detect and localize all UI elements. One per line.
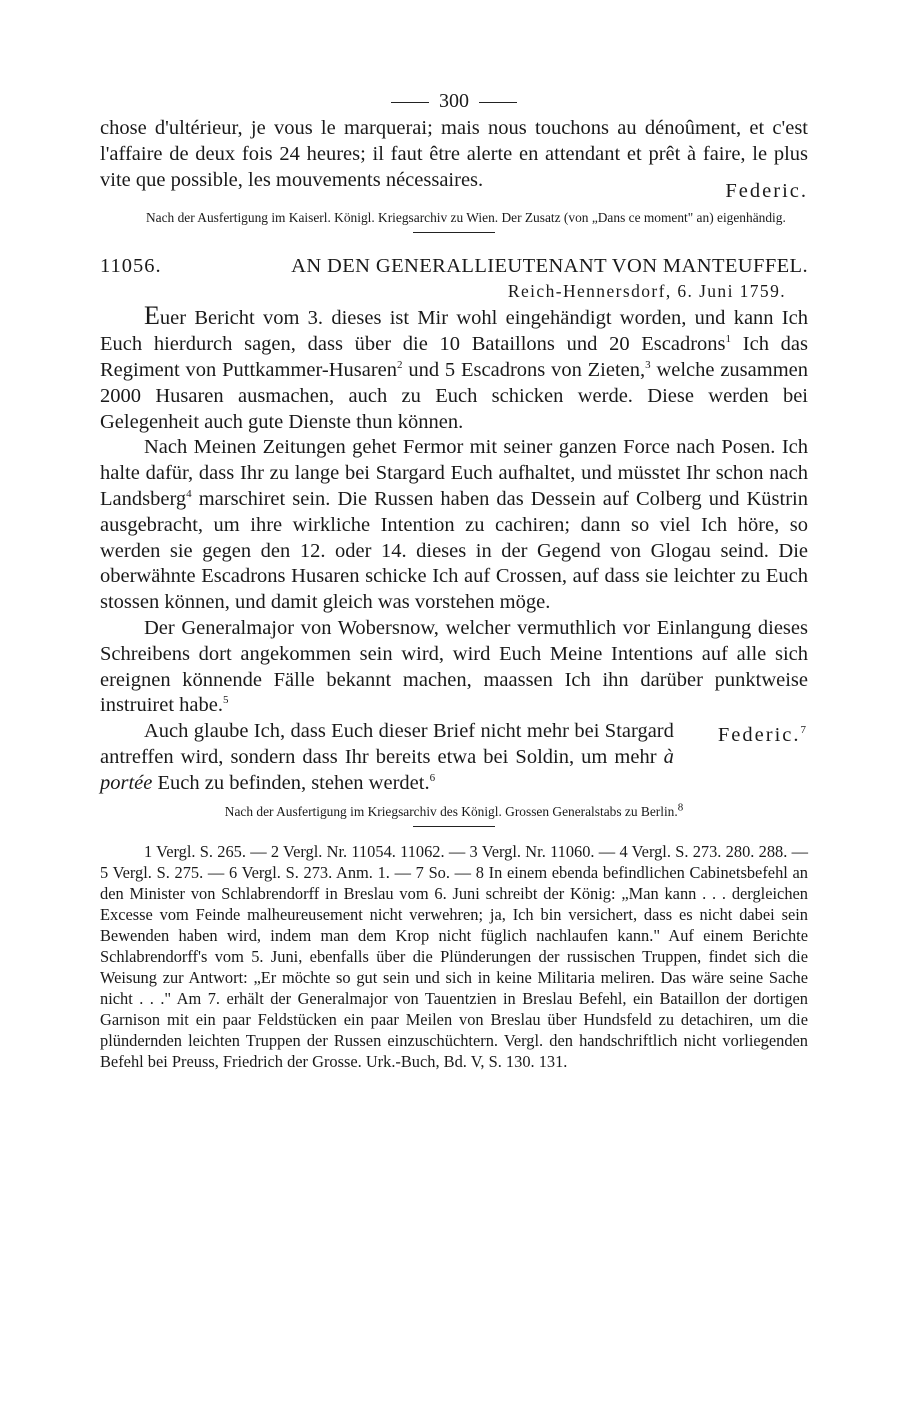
section-divider [413, 232, 495, 233]
footnote-ref-4: 4 [186, 488, 192, 501]
footnote-divider [413, 826, 495, 827]
footnotes-text: 1 Vergl. S. 265. — 2 Vergl. Nr. 11054. 11062. — 3 Vergl. Nr. 11060. — 4 Vergl. S. 273. 280. 288. — 5 Vergl. S. 275. — 6 Vergl. S. 273. Anm. 1. — 7 So. — 8 In einem ebenda befindlichen Cabinetsbefehl an den Minister von Schlabrendorff in Breslau vom 6. Juni schreibt der König: „Man kann . . . dergleichen Excesse vom Feinde malheureusement nicht verwehren; ja, Ich bin versichert, dass es nicht dabei sein Bewenden haben wird, indem man dem Krop nicht füglich nachlaufen kann." Auf einem Berichte Schlabrendorff's vom 5. Juni, ebenfalls über die Plünderungen der russischen Truppen, findet sich die Weisung zur Antwort: „Er möchte so gut sein und sich in keine Militaria meliren. Das wäre seine Sache nicht . . ." Am 7. erhält der Generalmajor von Tauentzien in Breslau Befehl, ein Bataillon der dortigen Garnison mit ein paar Feldstücken ein paar Meilen von Breslau über Hundsfeld zu detachiren, um die plündernden leichten Truppen der Russen einzuschüchtern. Vergl. den handschriftlich nicht vorliegenden Befehl bei Preuss, Friedrich der Grosse. Urk.-Buch, Bd. V, S. 130. 131. [100, 841, 808, 1071]
paragraph-3-text: Der Generalmajor von Wobersnow, welcher vermuthlich vor Einlangung dieses Schreibens dort angekommen sein wird, wird Euch Meine Intentions auf alle sich ereignen könnende Fälle bekannt machen, maassen Ich ihn darüber punktweise instruiret habe. [100, 616, 808, 717]
prev-letter-signature: Federic. [725, 180, 808, 203]
letter-paragraph-4 [100, 719, 808, 796]
letter-heading [100, 253, 808, 279]
page-number: 300 [439, 90, 469, 112]
prev-letter-text: chose d'ultérieur, je vous le marquerai; mais nous touchons au dénoûment, et c'est l'affaire de deux fois 24 heures; il faut être alerte en attendant et prêt à faire, le plus vite que possible, les mouvements nécessaires. [100, 117, 808, 191]
letter-paragraph-2 [100, 435, 808, 616]
footnote-ref-6: 6 [429, 771, 436, 784]
footnote-ref-8: 8 [677, 801, 684, 814]
letter-place-date: Reich-Hennersdorf, 6. Juni 1759. [507, 281, 786, 302]
header-rule-right [479, 102, 517, 103]
footnote-ref-7: 7 [800, 724, 808, 737]
initial-letter: E [144, 301, 160, 331]
letter-title: AN DEN GENERALLIEUTENANT VON MANTEUFFEL. [291, 255, 808, 278]
paragraph-1-text-c: und 5 Escadrons von Zieten, [402, 358, 646, 381]
paragraph-4-text-b: Euch zu befinden, stehen werdet. [152, 771, 430, 794]
paragraph-1-text-b: Ich das Regiment von Puttkammer-Husaren [100, 333, 808, 381]
source-note-text: Nach der Ausfertigung im Kriegsarchiv des Königl. Grossen Generalstabs zu Berlin. [224, 803, 678, 819]
letter-paragraph-1 [100, 303, 808, 435]
footnote-ref-1: 1 [725, 333, 732, 346]
paragraph-2-text-b: marschiret sein. Die Russen haben das Dessein auf Colberg und Küstrin ausgebracht, um ihre wirkliche Intention zu cachiren; dann so viel Ich höre, so werden sie gegen den 12. oder 14. dieses in der Gegend von Glogau seind. Die oberwähnte Escadrons Husaren schicke Ich auf Crossen, auf dass sie leichter zu Euch stossen können, und damit gleich was vorstehen möge. [100, 487, 808, 614]
prev-letter-source-note: Nach der Ausfertigung im Kaiserl. Königl. Kriegsarchiv zu Wien. Der Zusatz (von „Dans ce moment" an) eigenhändig. [146, 210, 786, 226]
signature-text: Federic. [717, 724, 801, 747]
footnote-ref-5: 5 [222, 694, 229, 707]
letter-number: 11056. [100, 255, 162, 278]
footnotes-block [100, 841, 808, 1072]
footnote-ref-3: 3 [645, 359, 651, 372]
letter-signature [674, 723, 808, 749]
paragraph-1-text-a: uer Bericht vom 3. dieses ist Mir wohl eingehändigt worden, und kann Ich Euch hierdurch sagen, dass über die 10 Bataillons und 20 Escadrons [100, 307, 808, 356]
document-page [100, 86, 808, 1072]
letter-paragraph-3 [100, 616, 808, 719]
paragraph-4-italic: à portée [100, 745, 674, 794]
paragraph-2-text-a: Nach Meinen Zeitungen gehet Fermor mit seiner ganzen Force nach Posen. Ich halte dafür, dass Ihr zu lange bei Stargard Euch aufhaltet, und müsstet Ihr schon nach Landsberg [100, 436, 808, 510]
page-header [100, 86, 808, 116]
letter-source-note [100, 803, 808, 820]
paragraph-1-text-d: welche zusammen 2000 Husaren ausmachen, auch zu Euch schicken werde. Diese werden bei Gelegenheit auch gute Dienste thun können. [100, 358, 808, 433]
footnote-ref-2: 2 [397, 359, 403, 372]
paragraph-4-text-a: Auch glaube Ich, dass Euch dieser Brief nicht mehr bei Stargard antreffen wird, sondern dass Ihr bereits etwa bei Soldin, um mehr [100, 720, 674, 768]
header-rule-left [391, 102, 429, 103]
